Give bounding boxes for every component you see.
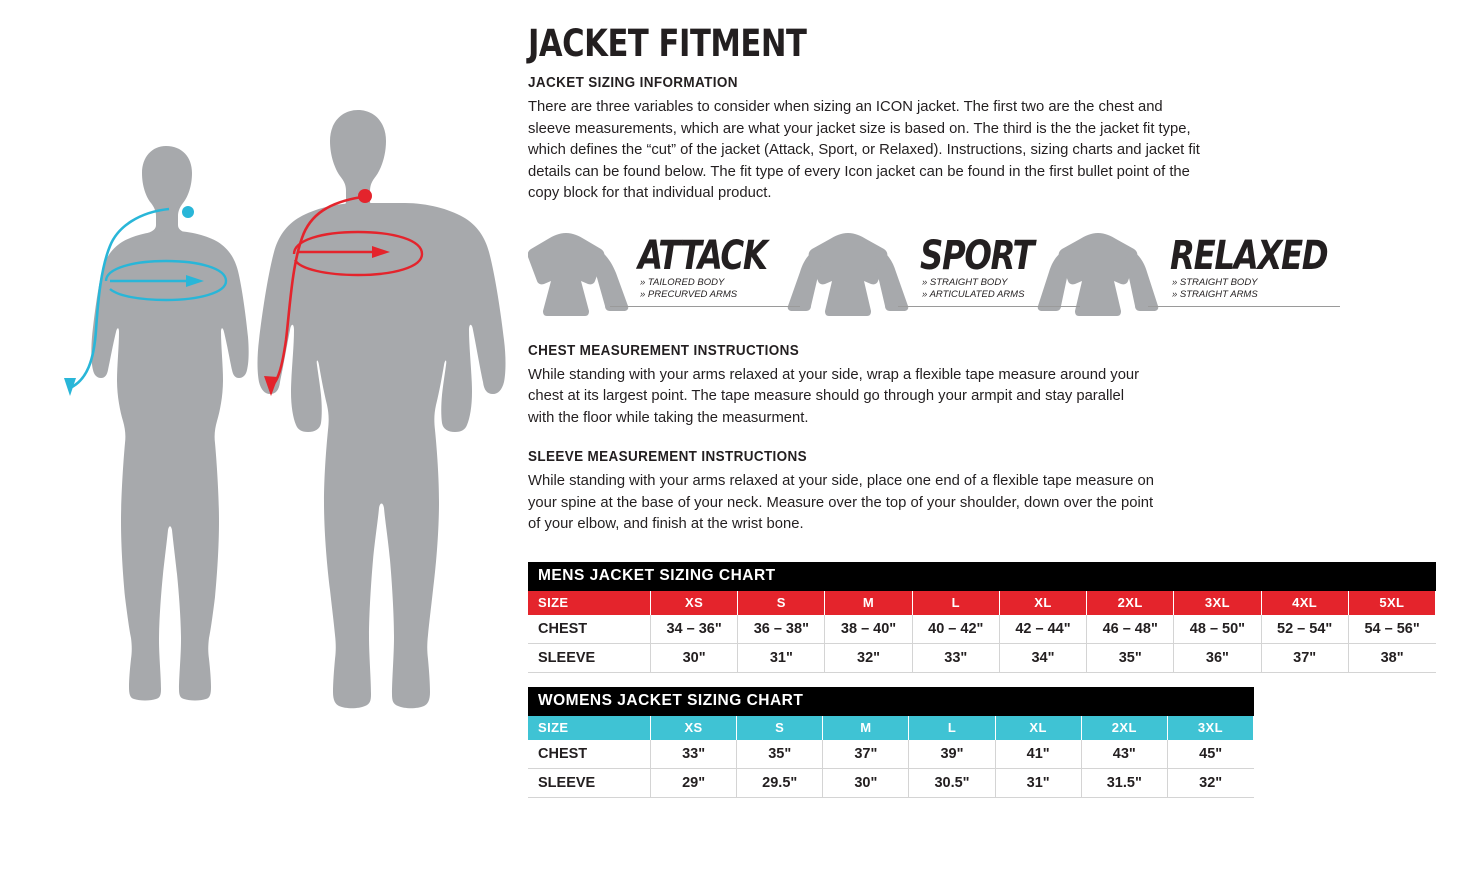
mens-chest-xs: 34 – 36" [651,615,738,644]
womens-sleeve-row [528,768,1254,797]
womens-sleeve-m: 30" [823,768,909,797]
womens-chest-s: 35" [737,740,823,769]
fit-type-relaxed-rule [1148,306,1340,307]
fit-type-attack-bullet-1: » TAILORED BODY [640,276,725,288]
fit-type-sport-rule [898,306,1080,307]
fit-type-relaxed-bullets [1172,277,1258,301]
mens-header-4xl: 4XL [1261,591,1348,615]
fit-type-attack-bullet-2: » PRECURVED ARMS [640,288,738,300]
womens-chest-xs: 33" [651,740,737,769]
fit-type-sport [810,225,1080,325]
section-heading-sizing-info: JACKET SIZING INFORMATION [528,75,738,91]
womens-sleeve-3xl: 32" [1167,768,1253,797]
mens-header-xs: XS [651,591,738,615]
womens-sleeve-2xl: 31.5" [1081,768,1167,797]
female-figure [91,146,248,701]
section-heading-chest: CHEST MEASUREMENT INSTRUCTIONS [528,342,800,359]
womens-sizing-table-title: WOMENS JACKET SIZING CHART [528,687,1254,716]
womens-chest-2xl: 43" [1081,740,1167,769]
sleeve-measurement-section [528,449,1454,536]
male-figure [258,110,506,708]
fit-type-strip [528,225,1340,325]
womens-chest-m: 37" [823,740,909,769]
section-text-sizing-info: There are three variables to consider when sizing an ICON jacket. The first two are the chest and sleeve measurements, which are what your jacket size is based on. The third is the the jacket fit type, which defines the “cut” of the jacket (Attack, Sport, or Relaxed). Instructions, sizing charts and jacket fit details can be found below. The fit type of every Icon jacket can be found in the first bullet point of the copy block for that individual product. [528,99,1200,201]
fit-type-relaxed-bullet-2: » STRAIGHT ARMS [1172,288,1258,300]
mens-sleeve-m: 32" [825,643,912,672]
womens-sleeve-label: SLEEVE [528,768,651,797]
mens-sleeve-xs: 30" [651,643,738,672]
womens-header-3xl: 3XL [1167,716,1253,740]
mens-sleeve-5xl: 38" [1348,643,1435,672]
mens-sleeve-3xl: 36" [1174,643,1261,672]
womens-header-xs: XS [651,716,737,740]
womens-header-s: S [737,716,823,740]
womens-chest-label: CHEST [528,740,651,769]
fit-type-sport-bullets [922,277,1024,301]
womens-sleeve-xs: 29" [651,768,737,797]
womens-header-m: M [823,716,909,740]
womens-sleeve-xl: 31" [995,768,1081,797]
fit-type-attack [528,225,798,325]
mens-sizing-table-title: MENS JACKET SIZING CHART [528,562,1436,591]
mens-chest-s: 36 – 38" [738,615,825,644]
fit-type-sport-label: SPORT [920,232,1034,279]
mens-sleeve-l: 33" [912,643,999,672]
chest-measurement-section [528,343,1454,430]
page-title: JACKET FITMENT [528,22,807,65]
mens-header-3xl: 3XL [1174,591,1261,615]
mens-header-s: S [738,591,825,615]
fit-type-sport-bullet-1: » STRAIGHT BODY [922,276,1008,288]
measurement-illustration [0,0,520,864]
mens-sizing-table [528,591,1436,673]
mens-sleeve-row [528,643,1436,672]
content-column [528,0,1454,864]
figures-svg [0,0,520,864]
womens-sizing-table [528,716,1254,798]
womens-chest-xl: 41" [995,740,1081,769]
womens-chest-3xl: 45" [1167,740,1253,769]
fit-type-attack-bullets [640,277,737,301]
section-heading-sleeve: SLEEVE MEASUREMENT INSTRUCTIONS [528,449,808,465]
mens-sleeve-4xl: 37" [1261,643,1348,672]
mens-header-m: M [825,591,912,615]
fit-type-relaxed-bullet-1: » STRAIGHT BODY [1172,276,1258,288]
mens-table-header-row [528,591,1436,615]
womens-header-size: SIZE [528,716,651,740]
fit-type-relaxed-label: RELAXED [1170,232,1328,279]
mens-chest-5xl: 54 – 56" [1348,615,1435,644]
womens-header-l: L [909,716,995,740]
mens-chest-label: CHEST [528,615,651,644]
womens-sleeve-s: 29.5" [737,768,823,797]
mens-chest-4xl: 52 – 54" [1261,615,1348,644]
female-sleeve-start-dot [182,206,194,218]
mens-chest-3xl: 48 – 50" [1174,615,1261,644]
mens-chest-l: 40 – 42" [912,615,999,644]
mens-sleeve-2xl: 35" [1087,643,1174,672]
jacket-sizing-information-section [528,75,1454,205]
mens-header-l: L [912,591,999,615]
womens-sleeve-l: 30.5" [909,768,995,797]
mens-sleeve-label: SLEEVE [528,643,651,672]
fit-type-attack-label: ATTACK [638,232,767,279]
womens-table-header-row [528,716,1254,740]
womens-header-xl: XL [995,716,1081,740]
section-text-sleeve: While standing with your arms relaxed at your side, place one end of a flexible tape measure on your spine at the base of your neck. Measure over the top of your shoulder, down over the point of your elbow, and finish at the wrist bone. [528,473,1154,532]
mens-header-5xl: 5XL [1348,591,1435,615]
male-sleeve-start-dot [358,189,372,203]
mens-chest-xl: 42 – 44" [999,615,1086,644]
mens-header-xl: XL [999,591,1086,615]
womens-header-2xl: 2XL [1081,716,1167,740]
mens-chest-row [528,615,1436,644]
mens-sleeve-s: 31" [738,643,825,672]
mens-sizing-table-wrapper [528,562,1436,673]
mens-sleeve-xl: 34" [999,643,1086,672]
mens-header-size: SIZE [528,591,651,615]
womens-chest-l: 39" [909,740,995,769]
womens-sizing-table-wrapper [528,687,1254,798]
fit-type-sport-bullet-2: » ARTICULATED ARMS [922,288,1025,300]
fit-type-attack-rule [610,306,800,307]
mens-chest-m: 38 – 40" [825,615,912,644]
mens-chest-2xl: 46 – 48" [1087,615,1174,644]
section-text-chest: While standing with your arms relaxed at your side, wrap a flexible tape measure around your chest at its largest point. The tape measure should go through your armpit and stay parallel with the floor while taking the measurment. [528,366,1140,426]
womens-chest-row [528,740,1254,769]
fit-type-relaxed [1060,225,1350,325]
mens-header-2xl: 2XL [1087,591,1174,615]
